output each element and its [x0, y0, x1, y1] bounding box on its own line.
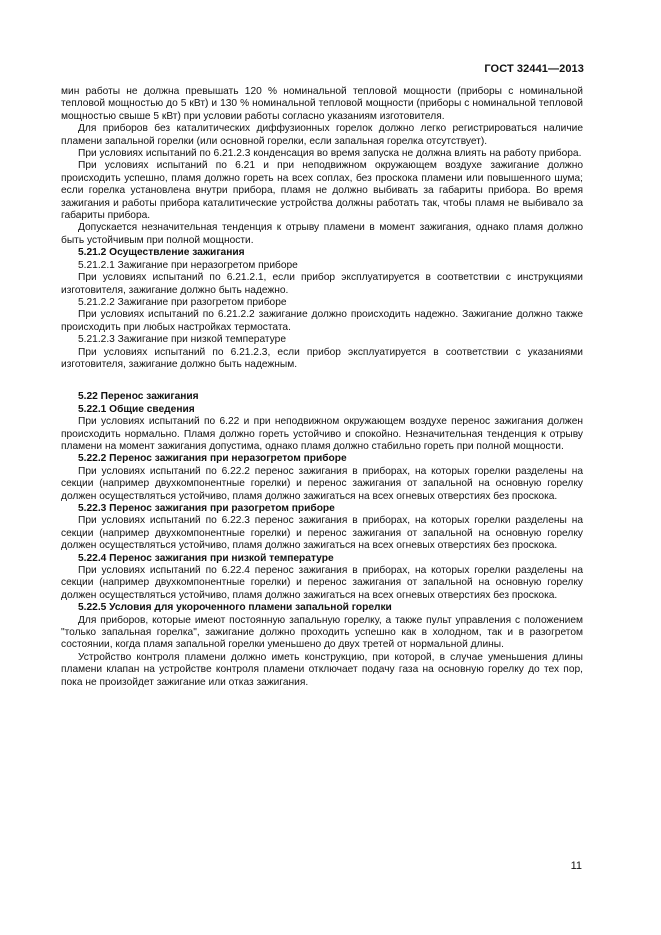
paragraph: При условиях испытаний по 6.22.4 перенос зажигания в приборах, на которых горелки разделены на секции (например двухкомпонентные горелки) и перенос зажигания от запальной на основную горелку должен осуществляться устойчиво, пламя должно зажигаться на всех огневых отверстиях без проскока. [61, 565, 583, 601]
paragraph: При условиях испытаний по 6.21 и при неподвижном окружающем воздухе зажигание должно происходить успешно, пламя должно гореть на всех соплах, без проскока пламени или повышенного шума; если горелка установлена внутри прибора, пламя не должно выбивать за габариты прибора. Во время зажигания и работы прибора каталитические устройства должны работать так, чтобы пламя не выбивало за габариты прибора. [61, 160, 583, 222]
paragraph: Устройство контроля пламени должно иметь конструкцию, при которой, в случае уменьшения длины пламени клапан на устройстве контроля пламени отключает подачу газа на основную горелку до тех пор, пока не произойдет зажигание или отказ зажигания. [61, 651, 583, 688]
section-heading-5-21-2: 5.21.2 Осуществление зажигания [78, 247, 245, 259]
document-body [61, 86, 583, 689]
paragraph: Для приборов без каталитических диффузионных горелок должно легко регистрироваться наличие пламени запальной горелки (или основной горелки, если запальная горелка отсутствует). [61, 123, 583, 147]
section-heading-5-22-4: 5.22.4 Перенос зажигания при низкой температуре [78, 552, 334, 564]
subsection-title: 5.21.2.1 Зажигание при неразогретом приборе [78, 259, 298, 271]
paragraph: При условиях испытаний по 6.21.2.3, если прибор эксплуатируется в соответствии с указаниями изготовителя, зажигание должно быть надежным. [61, 346, 583, 370]
section-heading-5-22-5: 5.22.5 Условия для укороченного пламени запальной горелки [78, 602, 392, 614]
paragraph: При условиях испытаний по 6.22.3 перенос зажигания в приборах, на которых горелки разделены на секции (например двухкомпонентные горелки) и перенос зажигания от запальной на основную горелку должен осуществляться устойчиво, пламя должно зажигаться на всех огневых отверстиях без проскока. [61, 515, 583, 552]
paragraph: При условиях испытаний по 6.21.2.2 зажигание должно происходить надежно. Зажигание должно также происходить при любых настройках термостата. [61, 309, 583, 333]
paragraph: При условиях испытаний по 6.21.2.1, если прибор эксплуатируется в соответствии с инструкциями изготовителя, зажигание должно быть надежно. [61, 272, 583, 296]
section-heading-5-22-1: 5.22.1 Общие сведения [78, 403, 195, 415]
paragraph: мин работы не должна превышать 120 % номинальной тепловой мощности (приборы с номинальной тепловой мощностью до 5 кВт) и 130 % номинальной тепловой мощности (приборы с номинальной тепловой мощностью свыше 5 кВт) при условии работы согласно указаниям изготовителя. [61, 86, 583, 122]
subsection-title: 5.21.2.3 Зажигание при низкой температуре [78, 334, 286, 346]
page-number: 11 [570, 860, 582, 872]
subsection-title: 5.21.2.2 Зажигание при разогретом приборе [78, 296, 287, 308]
paragraph: Для приборов, которые имеют постоянную запальную горелку, а также пульт управления с положением "только запальная горелка", зажигание должно проходить успешно как в холодном, так и в разогретом состоянии, когда пламя запальной горелки уменьшено до двух третей от нормальной длины. [61, 614, 583, 651]
section-heading-5-22: 5.22 Перенос зажигания [78, 391, 199, 403]
section-heading-5-22-2: 5.22.2 Перенос зажигания при неразогретом приборе [78, 453, 347, 465]
document-number: ГОСТ 32441—2013 [484, 63, 584, 75]
paragraph: Допускается незначительная тенденция к отрыву пламени в момент зажигания, однако пламя должно быть устойчивым при полной мощности. [61, 222, 583, 246]
paragraph: При условиях испытаний по 6.22.2 перенос зажигания в приборах, на которых горелки разделены на секции (например двухкомпонентные горелки) и перенос зажигания от запальной на основную горелку должен осуществляться устойчиво, пламя должно зажигаться на всех огневых отверстиях без проскока. [61, 465, 583, 502]
paragraph: При условиях испытаний по 6.22 и при неподвижном окружающем воздухе перенос зажигания должен происходить нормально. Пламя должно гореть устойчиво и спокойно. Незначительная тенденция к отрыву пламени на момент зажигания допустима, однако пламя должно стабильно гореть при полной мощности. [61, 416, 583, 452]
section-heading-5-22-3: 5.22.3 Перенос зажигания при разогретом приборе [78, 503, 335, 514]
paragraph: При условиях испытаний по 6.21.2.3 конденсация во время запуска не должна влиять на работу прибора. [78, 148, 582, 160]
